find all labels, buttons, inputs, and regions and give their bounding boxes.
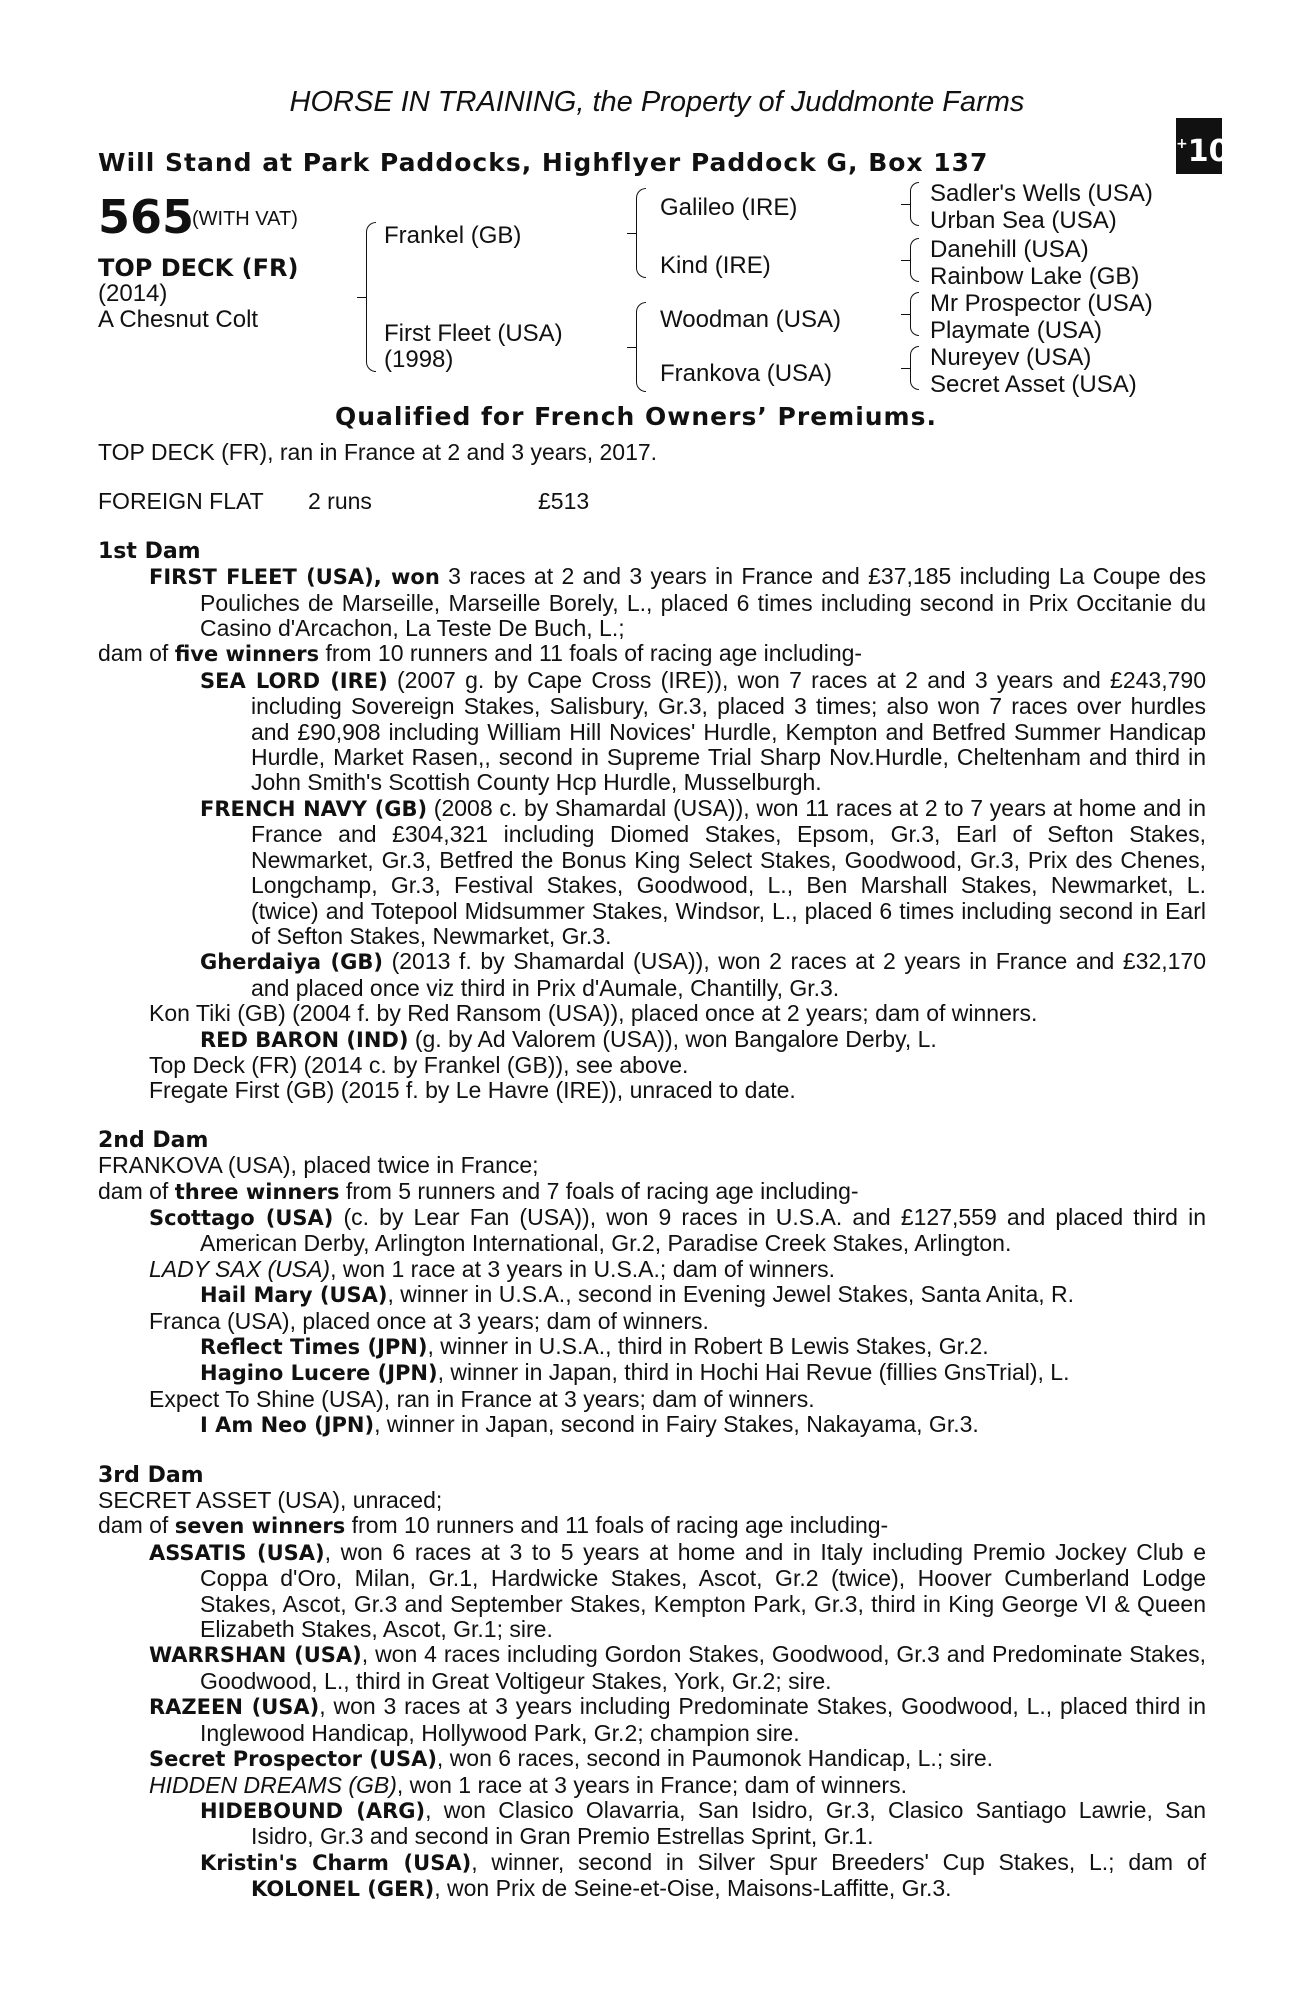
dam2-produce-8: [98, 1412, 1206, 1438]
dam1-produce-3: [98, 949, 1206, 1001]
produce-name: Gherdaiya (GB): [200, 950, 383, 975]
dam3-produce-intro: [98, 1513, 1206, 1539]
produce-text: (2007 g. by Cape Cross (IRE)), won 7 races at 2 and 3 years and £243,790 including Sovereign Stakes, Salisbury, Gr.3, placed 3 times; also won 7 races over hurdles and £90,908 including William Hill Novices' Hurdle, Kempton and Betfred Summer Handicap Hurdle, Market Rasen,, second in Supreme Trial Sharp Nov.Hurdle, Cheltenham and third in John Smith's Scottish County Hcp Hurdle, Musselburgh.: [251, 666, 1206, 796]
produce-text: (2008 c. by Shamardal (USA)), won 11 races at 2 to 7 years at home and in France and £304,321 including Diomed Stakes, Epsom, Gr.3, Earl of Sefton Stakes, Newmarket, Gr.3, Betfred the Bonus King Select Stakes, Goodwood, Gr.3, Prix des Chenes, Longchamp, Gr.3, Festival Stakes, Goodwood, L., Ben Marshall Stakes, Newmarket, L. (twice) and Totepool Midsummer Stakes, Windsor, L., placed 6 times including second in Earl of Sefton Stakes, Newmarket, Gr.3.: [251, 794, 1206, 949]
pedigree-brace-g4: [910, 346, 919, 390]
race-record-line: [98, 489, 1206, 514]
produce-name: SEA LORD (IRE): [200, 668, 388, 693]
pedigree-brace-g2: [910, 238, 919, 282]
dam1-winners-count: five winners: [174, 642, 320, 667]
dam3-produce-6: [98, 1798, 1206, 1850]
dam2-produce-1: [98, 1205, 1206, 1257]
pedigree-brace-g1: [910, 182, 919, 226]
produce-name: ASSATIS (USA): [149, 1540, 325, 1565]
pedigree-brace-main: [366, 222, 376, 372]
pedigree-gg8: Secret Asset (USA): [930, 371, 1137, 398]
dam2-produce-summary: from 5 runners and 7 foals of racing age including-: [339, 1177, 859, 1204]
produce-name: Hagino Lucere (JPN): [200, 1361, 438, 1386]
produce-grandchild-name: KOLONEL (GER): [251, 1877, 435, 1902]
vat-note: (WITH VAT): [192, 208, 298, 230]
produce-text: , won 6 races at 3 to 5 years at home and in Italy including Premio Jockey Club e Coppa d'Oro, Milan, Gr.1, Hardwicke Stakes, Ascot, Gr.2 (twice), Hoover Cumberland Lodge Stakes, Ascot, Gr.3 and September Stakes, Kempton Park, Gr.3, third in King George VI & Queen Elizabeth Stakes, Ascot, Gr.1; sire.: [200, 1538, 1206, 1643]
produce-text: , winner in Japan, second in Fairy Stakes, Nakayama, Gr.3.: [374, 1411, 979, 1438]
produce-name: HIDDEN DREAMS (GB): [149, 1771, 397, 1798]
day-badge: [1176, 118, 1230, 174]
dam2-heading: 2nd Dam: [98, 1127, 209, 1153]
dam1-produce-summary: from 10 runners and 11 foals of racing age including-: [319, 640, 863, 667]
produce-text: , won 1 race at 3 years in France; dam of winners.: [396, 1771, 907, 1798]
produce-text: , won 1 race at 3 years in U.S.A.; dam of winners.: [330, 1255, 836, 1282]
pedigree-brace-sire: [636, 188, 646, 278]
produce-text: (c. by Lear Fan (USA)), won 9 races in U.S.A. and £127,559 and placed third in American Derby, Arlington International, Gr.2, Paradise Creek Stakes, Arlington.: [200, 1203, 1206, 1257]
pedigree-sire: Frankel (GB): [384, 222, 522, 249]
dam3-produce-2: [98, 1642, 1206, 1694]
dam1-entry: [98, 564, 1206, 641]
dam1-heading: 1st Dam: [98, 538, 201, 564]
race-summary: TOP DECK (FR), ran in France at 2 and 3 years, 2017.: [98, 439, 658, 465]
produce-name: WARRSHAN (USA): [149, 1643, 362, 1668]
produce-text: , won 6 races, second in Paumonok Handicap, L.; sire.: [436, 1745, 994, 1772]
dam1-produce-7: Fregate First (GB) (2015 f. by Le Havre (IRE)), unraced to date.: [149, 1077, 796, 1104]
dam3-produce-4: [98, 1746, 1206, 1772]
dam1-produce-1: [98, 668, 1206, 796]
produce-text: (2013 f. by Shamardal (USA)), won 2 races at 2 years in France and £32,170 and placed once viz third in Prix d'Aumale, Chantilly, Gr.3.: [251, 948, 1207, 1001]
day-badge-sup: +: [1176, 136, 1188, 152]
dam3-produce-3: [98, 1694, 1206, 1746]
record-category: FOREIGN FLAT: [98, 488, 264, 515]
produce-text: , won 3 races at 3 years including Predominate Stakes, Goodwood, L., placed third in Inglewood Handicap, Hollywood Park, Gr.2; champion sire.: [200, 1693, 1206, 1746]
dam1-text: 3 races at 2 and 3 years in France and £37,185 including La Coupe des Pouliches de Marseille, Marseille Borely, L., placed 6 times including second in Prix Occitanie du Casino d'Arcachon, La Teste De Buch, L.;: [200, 563, 1206, 642]
pedigree-dam-year: (1998): [384, 346, 454, 373]
dam1-produce-6: Top Deck (FR) (2014 c. by Frankel (GB)), see above.: [149, 1051, 689, 1078]
foaling-year: (2014): [98, 280, 168, 307]
stabling-location: Will Stand at Park Paddocks, Highflyer Paddock G, Box 137: [98, 148, 989, 177]
produce-name: Hail Mary (USA): [200, 1283, 388, 1308]
pedigree-gg2: Urban Sea (USA): [930, 207, 1117, 234]
dam2-dam-of: dam of: [98, 1177, 175, 1204]
produce-name: Scottago (USA): [149, 1205, 334, 1230]
lot-number: 565: [98, 190, 195, 244]
produce-text: , won Clasico Olavarria, San Isidro, Gr.3, Clasico Santiago Lawrie, San Isidro, Gr.3 and second in Gran Premio Estrellas Sprint, Gr.1.: [251, 1796, 1207, 1850]
dam1-produce-2: [98, 796, 1206, 949]
produce-name: I Am Neo (JPN): [200, 1413, 375, 1438]
record-runs: 2 runs: [308, 488, 372, 515]
pedigree-gg6: Playmate (USA): [930, 317, 1103, 344]
produce-text: , winner, second in Silver Spur Breeders' Cup Stakes, L.; dam of: [471, 1848, 1206, 1875]
produce-name: RED BARON (IND): [200, 1027, 409, 1052]
produce-name: LADY SAX (USA): [149, 1255, 331, 1282]
dam2-produce-3: [98, 1282, 1206, 1308]
pedigree-dam-dam: Frankova (USA): [660, 360, 833, 387]
catalogue-header: HORSE IN TRAINING, the Property of Juddmonte Farms: [289, 86, 1025, 118]
dam2-produce-4: Franca (USA), placed once at 3 years; dam of winners.: [149, 1307, 709, 1334]
produce-text: , won 4 races including Gordon Stakes, Goodwood, Gr.3 and Predominate Stakes, Goodwood, L., third in Great Voltigeur Stakes, York, Gr.2; sire.: [200, 1641, 1206, 1694]
horse-name: TOP DECK (FR): [98, 254, 299, 282]
pedigree-brace-dam: [636, 302, 646, 392]
pedigree-brace-g3: [910, 292, 919, 336]
dam2-produce-5: [98, 1334, 1206, 1360]
dam3-intro: SECRET ASSET (USA), unraced;: [98, 1487, 443, 1514]
record-earnings: £513: [538, 488, 590, 515]
dam1-produce-intro: [98, 641, 1206, 667]
dam1-dam-of: dam of: [98, 640, 175, 667]
dam2-produce-6: [98, 1360, 1206, 1386]
dam2-winners-count: three winners: [174, 1179, 340, 1204]
dam2-produce-2: [98, 1257, 1206, 1282]
horse-description: A Chesnut Colt: [98, 306, 259, 333]
dam3-produce-5: [98, 1773, 1206, 1798]
produce-name: Secret Prospector (USA): [149, 1747, 437, 1772]
dam1-name: FIRST FLEET (USA), won: [149, 565, 440, 590]
dam3-produce-summary: from 10 runners and 11 foals of racing age including-: [345, 1512, 889, 1539]
dam3-dam-of: dam of: [98, 1512, 175, 1539]
catalogue-body: [98, 440, 1206, 1903]
pedigree-gg1: Sadler's Wells (USA): [930, 180, 1153, 207]
pedigree-dam: First Fleet (USA): [384, 320, 563, 347]
dam3-produce-7: [98, 1850, 1206, 1903]
pedigree-sire-sire: Galileo (IRE): [660, 194, 798, 221]
produce-name: Reflect Times (JPN): [200, 1335, 428, 1359]
dam1-produce-4: Kon Tiki (GB) (2004 f. by Red Ransom (USA)), placed once at 2 years; dam of winners.: [149, 1000, 1038, 1027]
pedigree-gg7: Nureyev (USA): [930, 344, 1092, 371]
produce-text: , winner in U.S.A., second in Evening Jewel Stakes, Santa Anita, R.: [387, 1281, 1075, 1308]
day-badge-number: 10: [1187, 134, 1230, 169]
dam2-produce-7: Expect To Shine (USA), ran in France at 3 years; dam of winners.: [149, 1385, 815, 1412]
produce-name: RAZEEN (USA): [149, 1695, 320, 1720]
produce-text: , winner in Japan, third in Hochi Hai Revue (fillies GnsTrial), L.: [437, 1359, 1070, 1386]
dam3-produce-1: [98, 1540, 1206, 1643]
pedigree-gg5: Mr Prospector (USA): [930, 290, 1153, 317]
produce-text: (g. by Ad Valorem (USA)), won Bangalore Derby, L.: [408, 1025, 937, 1052]
pedigree-gg4: Rainbow Lake (GB): [930, 263, 1140, 290]
dam3-winners-count: seven winners: [174, 1514, 346, 1539]
dam1-produce-5: [98, 1027, 1206, 1053]
dam3-heading: 3rd Dam: [98, 1462, 204, 1488]
produce-grandchild-text: , won Prix de Seine-et-Oise, Maisons-Laffitte, Gr.3.: [434, 1875, 952, 1902]
pedigree-dam-sire: Woodman (USA): [660, 306, 841, 333]
pedigree-sire-dam: Kind (IRE): [660, 252, 771, 279]
produce-name: Kristin's Charm (USA): [200, 1850, 472, 1875]
dam2-intro: FRANKOVA (USA), placed twice in France;: [98, 1152, 539, 1179]
produce-name: FRENCH NAVY (GB): [200, 796, 428, 821]
produce-name: HIDEBOUND (ARG): [200, 1798, 426, 1823]
dam2-produce-intro: [98, 1179, 1206, 1205]
produce-text: , winner in U.S.A., third in Robert B Lewis Stakes, Gr.2.: [427, 1333, 989, 1359]
qualified-note: Qualified for French Owners’ Premiums.: [335, 402, 937, 431]
pedigree-gg3: Danehill (USA): [930, 236, 1089, 263]
